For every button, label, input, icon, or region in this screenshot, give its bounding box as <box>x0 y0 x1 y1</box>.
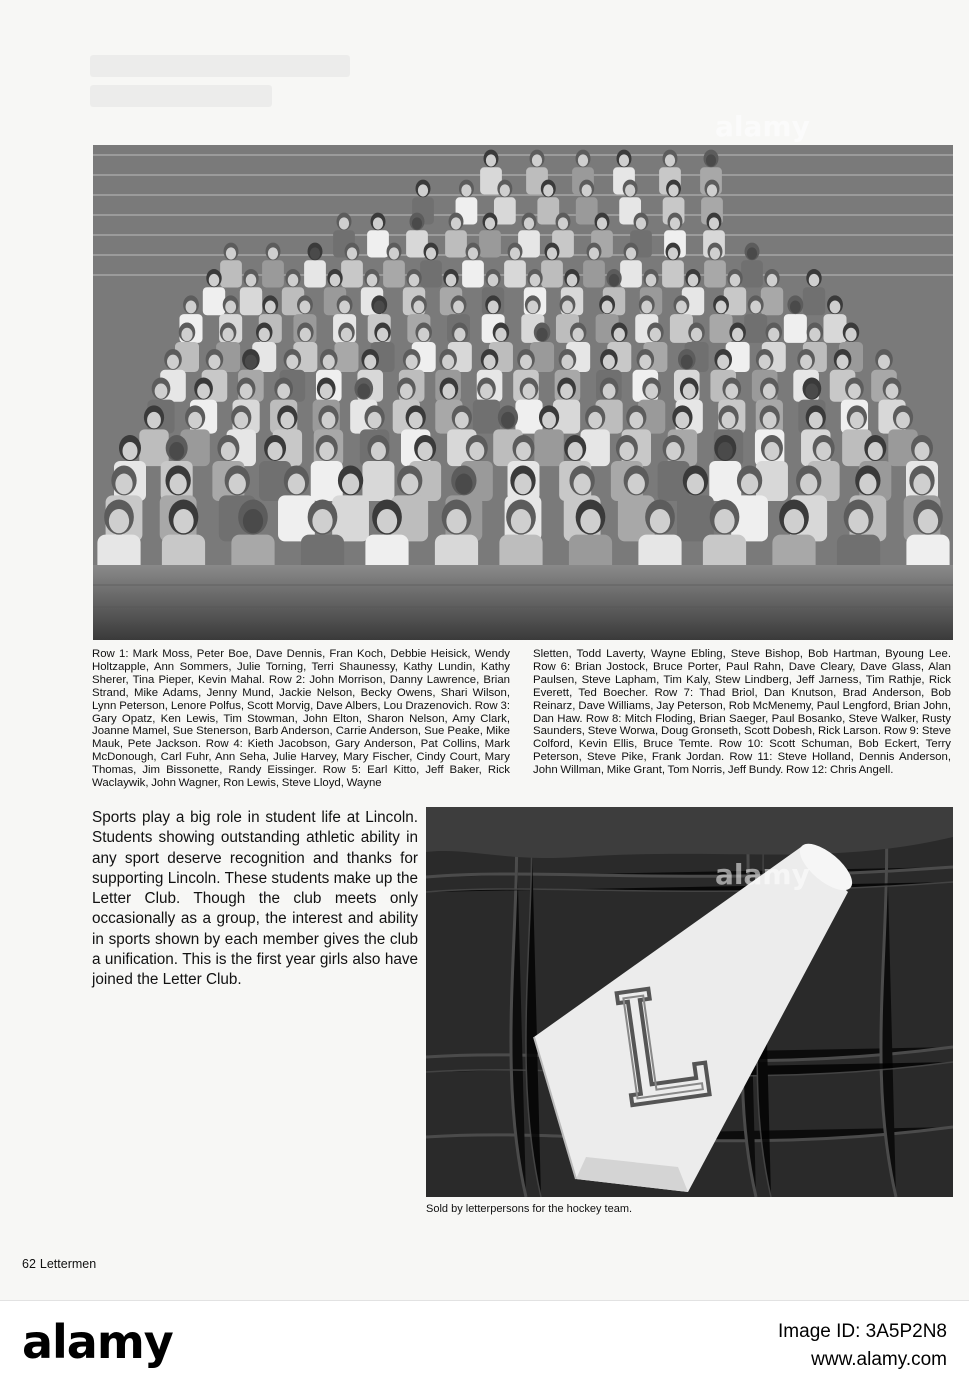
student-face <box>245 355 257 369</box>
student-face <box>268 247 278 259</box>
student-face <box>109 509 129 533</box>
student-face <box>170 474 187 495</box>
student-face <box>830 300 841 313</box>
student-figure <box>823 314 846 343</box>
student-face <box>896 412 910 429</box>
student-face <box>409 412 423 429</box>
student-figure <box>803 287 825 315</box>
student-face <box>816 442 831 460</box>
student-face <box>848 383 861 398</box>
student-face <box>602 300 613 313</box>
student-face <box>666 442 681 460</box>
student-face <box>837 355 849 369</box>
student-face <box>800 355 812 369</box>
student-face <box>280 412 294 429</box>
student-face <box>580 509 600 533</box>
student-face <box>186 300 197 313</box>
student-face <box>147 412 161 429</box>
student-face <box>246 274 257 287</box>
stock-url: www.alamy.com <box>811 1349 947 1370</box>
student-face <box>562 300 573 313</box>
student-face <box>706 154 716 166</box>
megaphone-photo-caption: Sold by letterpersons for the hockey team. <box>426 1203 633 1215</box>
student-face <box>400 383 413 398</box>
student-face <box>455 474 472 495</box>
student-face <box>455 412 469 429</box>
student-face <box>371 442 386 460</box>
faded-heading-ghost <box>90 55 350 115</box>
student-figure <box>583 260 605 287</box>
student-face <box>641 300 652 313</box>
student-face <box>300 328 311 342</box>
student-figure <box>262 260 284 287</box>
student-figure <box>741 260 763 287</box>
student-face <box>848 509 868 533</box>
student-figure <box>534 429 563 466</box>
student-figure <box>420 260 442 287</box>
student-face <box>532 154 542 166</box>
student-face <box>469 442 484 460</box>
student-face <box>558 217 568 229</box>
student-face <box>809 328 820 342</box>
student-face <box>582 184 592 196</box>
student-face <box>524 217 534 229</box>
student-face <box>514 474 531 495</box>
student-face <box>809 412 823 429</box>
student-face <box>542 412 556 429</box>
student-face <box>364 355 376 369</box>
roster-caption-right: Sletten, Todd Laverty, Wayne Ebling, Steve Bishop, Bob Hartman, Byoung Lee. Row 6: Brian Jostock, Bruce Porter, Paul Rahn, Dave Cleary, Dave Glass, Alan Paulsen, Steve Lapham, Tim Kaly, Stew Lindberg, Jeff Jarness, Tim Rathje, Rick Everett, Ted Boecher. Row 7: Thad Briol, Dan Knutson, Brad Anderson, Bob Reinarz, Dave Williams, Jay Peterson, Rob McMenemy, Paul Lengford, Brian John, Dan Haw. Row 8: Mitch Floding, Brian Saeger, Paul Bosanko, Steve Walker, Rusty Saunders, Steve Worwa, Doug Gronseth, Scott Dobesh, Rick Larson. Row 9: Steve Colford, Kevin Ellis, Bruce Temte. Row 10: Scott Schuman, Bob Eckert, Terry Peterson, Steve Pike, Frank Jordan. Row 11: Steve Holland, Dennis Anderson, John Willman, Mike Grant, Tom Norris, Jeff Bundy. Row 12: Chris Angell. <box>533 648 951 777</box>
group-photo-graphic <box>93 145 953 640</box>
student-face <box>859 474 876 495</box>
student-figure <box>362 461 394 501</box>
student-face <box>401 474 418 495</box>
student-face <box>561 355 573 369</box>
student-figure <box>709 461 741 501</box>
student-face <box>320 383 333 398</box>
student-face <box>665 154 675 166</box>
student-face <box>670 217 680 229</box>
student-face <box>806 383 819 398</box>
student-face <box>629 412 643 429</box>
student-face <box>265 300 276 313</box>
student-figure <box>761 287 783 315</box>
student-figure <box>662 260 684 287</box>
student-face <box>763 412 777 429</box>
student-face <box>412 217 422 229</box>
student-face <box>547 247 557 259</box>
student-face <box>319 442 334 460</box>
student-figure <box>704 260 726 287</box>
student-face <box>668 184 678 196</box>
student-face <box>155 383 168 398</box>
student-face <box>913 474 930 495</box>
student-face <box>495 328 506 342</box>
watermark-text: alamy <box>715 858 810 891</box>
student-face <box>725 383 738 398</box>
student-figure <box>304 260 326 287</box>
student-figure <box>744 314 767 343</box>
student-face <box>759 355 771 369</box>
student-face <box>511 509 531 533</box>
student-face <box>501 412 515 429</box>
student-face <box>716 300 727 313</box>
student-face <box>453 300 464 313</box>
student-face <box>722 412 736 429</box>
student-face <box>589 247 599 259</box>
student-figure <box>220 260 242 287</box>
student-face <box>443 383 456 398</box>
student-figure <box>479 230 501 257</box>
student-face <box>377 509 397 533</box>
student-face <box>451 217 461 229</box>
student-face <box>763 383 776 398</box>
student-face <box>243 509 263 533</box>
student-face <box>530 274 541 287</box>
student-face <box>614 328 625 342</box>
student-face <box>268 442 283 460</box>
student-face <box>683 383 696 398</box>
student-face <box>300 300 311 313</box>
student-face <box>323 355 335 369</box>
student-face <box>790 300 801 313</box>
student-face <box>845 328 856 342</box>
student-face <box>389 247 399 259</box>
student-face <box>339 217 349 229</box>
stock-meta <box>778 1321 947 1371</box>
student-face <box>277 383 290 398</box>
student-face <box>418 328 429 342</box>
student-figure <box>541 260 563 287</box>
student-face <box>578 154 588 166</box>
student-face <box>259 328 270 342</box>
student-face <box>681 355 693 369</box>
student-face <box>488 274 499 287</box>
student-face <box>560 383 573 398</box>
student-face <box>169 442 184 460</box>
student-face <box>645 383 658 398</box>
student-face <box>188 412 202 429</box>
student-figure <box>677 495 714 541</box>
student-face <box>312 509 332 533</box>
student-face <box>500 184 510 196</box>
page-number: 62 <box>22 1257 36 1271</box>
stock-logo: alamy <box>22 1315 173 1369</box>
student-face <box>650 509 670 533</box>
student-face <box>915 442 930 460</box>
student-face <box>709 217 719 229</box>
student-face <box>536 328 547 342</box>
student-face <box>687 474 704 495</box>
student-face <box>543 184 553 196</box>
student-face <box>767 274 778 287</box>
student-figure <box>367 230 389 257</box>
student-face <box>197 383 210 398</box>
student-face <box>240 383 253 398</box>
student-face <box>374 300 385 313</box>
student-figure <box>515 400 542 434</box>
student-face <box>597 217 607 229</box>
student-face <box>173 509 193 533</box>
student-figure <box>473 400 500 434</box>
student-face <box>446 274 457 287</box>
student-figure <box>332 495 369 541</box>
student-face <box>322 412 336 429</box>
student-face <box>625 184 635 196</box>
student-face <box>229 474 246 495</box>
student-face <box>878 355 890 369</box>
student-face <box>868 442 883 460</box>
student-face <box>167 355 179 369</box>
student-face <box>406 355 418 369</box>
student-face <box>717 355 729 369</box>
student-face <box>691 328 702 342</box>
letter-club-group-photo <box>93 145 953 640</box>
student-figure <box>341 260 363 287</box>
student-face <box>886 383 899 398</box>
student-face <box>485 217 495 229</box>
student-face <box>367 274 378 287</box>
student-figure <box>620 260 642 287</box>
student-figure <box>504 260 526 287</box>
student-face <box>418 442 433 460</box>
student-face <box>286 355 298 369</box>
intro-paragraph: Sports play a big role in student life at Lincoln. Students showing outstanding athletic ability in any sport deserve recognition and thanks for supporting Lincoln. These students make up the Letter Club. Though the club meets only occasionally as a group, the interest and ability in sports shown by each member gives the club a unification. This is the first year girls also have joined the Letter Club. <box>92 809 418 989</box>
student-figure <box>334 342 358 372</box>
student-face <box>208 355 220 369</box>
student-face <box>918 509 938 533</box>
student-face <box>342 474 359 495</box>
student-face <box>628 474 645 495</box>
watermark-text: alamy <box>715 110 810 143</box>
student-face <box>454 328 465 342</box>
student-figure <box>139 429 168 466</box>
student-face <box>484 355 496 369</box>
student-face <box>732 328 743 342</box>
student-face <box>225 300 236 313</box>
student-face <box>377 328 388 342</box>
student-face <box>488 300 499 313</box>
student-face <box>747 247 757 259</box>
student-face <box>668 247 678 259</box>
student-face <box>516 442 531 460</box>
student-figure <box>445 230 467 257</box>
stock-footer-band <box>0 1300 969 1391</box>
roster-caption-left: Row 1: Mark Moss, Peter Boe, Dave Dennis, Fran Koch, Debbie Heisick, Wendy Holtzapple, Ann Sommers, Julie Torning, Terri Shaunessy, Kathy Lundin, Kathy Sherer, Tina Pieper, Kevin Mahal. Row 2: John Morrison, Danny Lawrence, Brian Strand, Mike Adams, Jenny Mund, Jackie Nelson, Becky Owens, Shari Wilson, Lynn Peterson, Lenore Polfus, Scott Morvig, Dave Albers, Lou Drazenovich. Row 3: Gary Opatz, Ken Lewis, Tim Stowman, John Elton, Sharon Nelson, Amy Clark, Joanne Mamel, Sue Stenerson, Barb Anderson, Carrie Anderson, Sue Peake, Mike Mauk, Pete Jackson. Row 4: Kieth Jacobson, Gary Anderson, Pat Collins, Mark McDonough, Carl Fuhr, Ann Seha, Julie Harvey, Mary Fischer, Cindy Court, Mary Thomas, Jim Bissonette, Randy Eissinger. Row 5: Earl Kitto, Jeff Baker, Rick Waclaywik, John Wagner, Ron Lewis, Steve Lloyd, Wayne <box>92 648 510 790</box>
student-face <box>461 184 471 196</box>
student-figure <box>576 197 598 224</box>
student-face <box>718 442 733 460</box>
student-face <box>609 274 620 287</box>
student-figure <box>710 314 733 343</box>
student-face <box>527 300 538 313</box>
student-face <box>809 274 820 287</box>
student-face <box>764 442 779 460</box>
student-face <box>603 383 616 398</box>
student-face <box>619 154 629 166</box>
student-face <box>603 355 615 369</box>
student-face <box>520 355 532 369</box>
student-face <box>573 328 584 342</box>
student-face <box>626 247 636 259</box>
student-face <box>650 328 661 342</box>
student-face <box>646 274 657 287</box>
section-name: Lettermen <box>39 1257 97 1271</box>
student-face <box>413 300 424 313</box>
megaphone-photo <box>426 807 953 1197</box>
student-face <box>741 474 758 495</box>
student-face <box>310 247 320 259</box>
student-face <box>226 247 236 259</box>
megaphone-graphic <box>426 807 953 1197</box>
student-figure <box>784 314 807 343</box>
student-face <box>636 217 646 229</box>
student-face <box>123 442 138 460</box>
student-face <box>568 442 583 460</box>
student-face <box>357 383 370 398</box>
student-face <box>750 300 761 313</box>
student-face <box>181 328 192 342</box>
student-face <box>288 474 305 495</box>
student-face <box>222 328 233 342</box>
student-face <box>714 509 734 533</box>
student-face <box>676 412 690 429</box>
student-face <box>676 300 687 313</box>
student-face <box>688 274 699 287</box>
page-folio <box>22 1257 96 1271</box>
student-face <box>850 412 864 429</box>
student-figure <box>203 287 225 315</box>
student-face <box>510 247 520 259</box>
student-face <box>567 274 578 287</box>
student-face <box>209 274 220 287</box>
image-id: Image ID: 3A5P2N8 <box>778 1321 947 1342</box>
student-face <box>347 247 357 259</box>
student-face <box>523 383 536 398</box>
student-face <box>442 355 454 369</box>
student-face <box>288 274 299 287</box>
student-figure <box>240 287 262 315</box>
student-face <box>221 442 236 460</box>
student-figure <box>462 260 484 287</box>
student-face <box>409 274 420 287</box>
student-face <box>426 247 436 259</box>
student-face <box>480 383 493 398</box>
student-face <box>588 412 602 429</box>
student-face <box>768 328 779 342</box>
student-face <box>710 247 720 259</box>
student-face <box>707 184 717 196</box>
student-face <box>730 274 741 287</box>
student-face <box>115 474 132 495</box>
student-face <box>418 184 428 196</box>
student-face <box>468 247 478 259</box>
student-face <box>373 217 383 229</box>
student-face <box>619 442 634 460</box>
student-figure <box>383 260 405 287</box>
student-face <box>339 300 350 313</box>
student-face <box>784 509 804 533</box>
student-face <box>446 509 466 533</box>
student-face <box>486 154 496 166</box>
student-face <box>800 474 817 495</box>
student-face <box>341 328 352 342</box>
student-face <box>639 355 651 369</box>
student-face <box>368 412 382 429</box>
student-face <box>234 412 248 429</box>
student-face <box>574 474 591 495</box>
student-face <box>330 274 341 287</box>
